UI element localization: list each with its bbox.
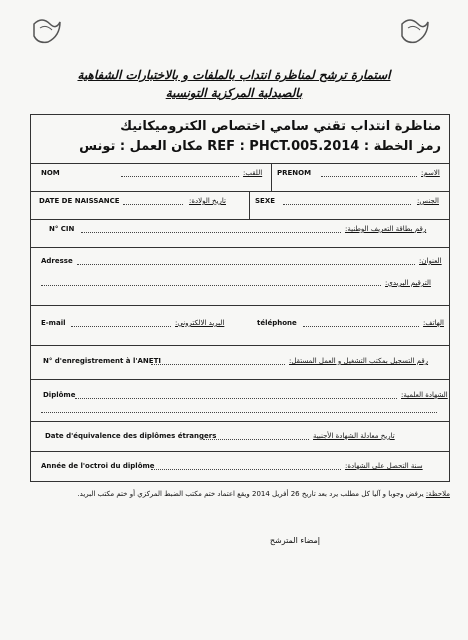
prenom-fr-label: PRENOM <box>277 169 312 177</box>
annee-ar-label: سنة التحصل على الشهادة: <box>345 462 423 470</box>
postal-field[interactable] <box>41 285 381 286</box>
nom-ar-label: اللقب: <box>243 169 263 177</box>
aneti-fr-label: N° d'enregistrement à l'ANETI <box>43 357 161 365</box>
header-title-line1: استمارة ترشح لمناظرة انتداب بالملفات و بالاختبارات الشفاهية <box>77 68 391 82</box>
cin-fr-label: N° CIN <box>49 225 75 233</box>
note <box>30 488 450 501</box>
naissance-ar-label: تاريخ الولادة: <box>189 197 226 205</box>
prenom-field[interactable] <box>321 176 417 177</box>
header-title-line2: بالصيدلية المركزية التونسية <box>165 86 303 100</box>
signature-label: إمضاء المترشح <box>269 536 320 545</box>
adresse-ar-label: العنوان: <box>419 257 442 265</box>
email-fr-label: E-mail <box>41 319 66 327</box>
aneti-ar-label: رقم التسجيل بمكتب التشغيل و العمل المستقل: <box>289 357 429 365</box>
aneti-field[interactable] <box>151 364 285 365</box>
adresse-field[interactable] <box>77 264 415 265</box>
form-frame <box>30 114 450 482</box>
section-name <box>31 163 449 192</box>
section-equivalence <box>31 421 449 452</box>
equiv-fr-label: Date d'équivalence des diplômes étrangers <box>45 432 217 440</box>
tel-field[interactable] <box>303 326 419 327</box>
section-annee <box>31 451 449 481</box>
note-text: يرفض وجوبا و آليا كل مطلب يرد بعد تاريخ 26 أفريل 2014 ويقع اعتماد ختم مكتب الضبط المركزي أو ختم مكتب البريد. <box>77 490 424 498</box>
section-cin <box>31 219 449 248</box>
contest-reference: رمز الخطة : REF : PHCT.005.2014 مكان العمل : تونس <box>79 139 441 154</box>
equiv-field[interactable] <box>203 439 309 440</box>
section-diplome <box>31 379 449 422</box>
section-birth <box>31 191 449 220</box>
sexe-ar-label: الجنس: <box>417 197 439 205</box>
sexe-field[interactable] <box>283 204 411 205</box>
prenom-ar-label: الاسم: <box>421 169 440 177</box>
nom-field[interactable] <box>121 176 239 177</box>
sexe-fr-label: SEXE <box>255 197 276 205</box>
equiv-ar-label: تاريخ معادلة الشهادة الأجنبية <box>313 432 395 440</box>
diplome-fr-label: Diplôme <box>43 391 76 399</box>
adresse-fr-label: Adresse <box>41 257 73 265</box>
title-box <box>31 115 449 164</box>
annee-field[interactable] <box>151 469 341 470</box>
section-address <box>31 247 449 306</box>
cin-ar-label: رقم بطاقة التعريف الوطنية: <box>345 225 427 233</box>
section-contact <box>31 305 449 346</box>
diplome-field[interactable] <box>75 398 397 399</box>
nom-fr-label: NOM <box>41 169 60 177</box>
email-field[interactable] <box>71 326 171 327</box>
tel-fr-label: téléphone <box>257 319 297 327</box>
note-label: ملاحظة: <box>425 490 450 498</box>
tel-ar-label: الهاتف: <box>423 319 444 327</box>
naissance-fr-label: DATE DE NAISSANCE <box>39 197 120 205</box>
contest-title: مناظرة انتداب تقني سامي اختصاص الكتروميكانيك <box>120 119 441 134</box>
naissance-field[interactable] <box>123 204 183 205</box>
diplome-field-2[interactable] <box>41 412 437 413</box>
cin-field[interactable] <box>81 232 341 233</box>
pharmacy-logo-left <box>30 14 64 48</box>
diplome-ar-label: الشهادة العلمية: <box>401 391 448 399</box>
pharmacy-logo-right <box>398 14 432 48</box>
postal-ar-label: الترقيم البريدي: <box>385 279 431 287</box>
section-aneti <box>31 345 449 380</box>
email-ar-label: البريد الالكتروني: <box>175 319 225 327</box>
annee-fr-label: Année de l'octroi du diplôme <box>41 462 155 470</box>
